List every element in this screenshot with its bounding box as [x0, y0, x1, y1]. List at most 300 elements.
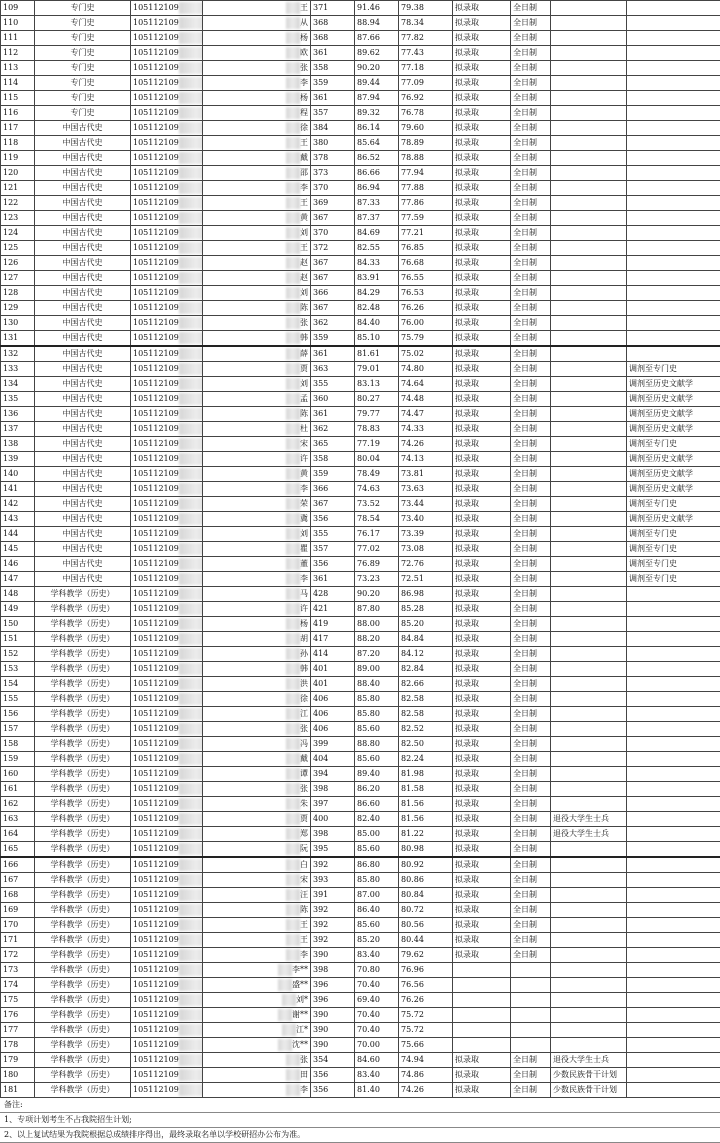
cell-initial-score: 404 [311, 752, 355, 767]
cell-initial-score: 392 [311, 918, 355, 933]
redaction-blur [286, 227, 300, 239]
cell-total-score: 82.58 [399, 707, 453, 722]
cell-initial-score: 397 [311, 797, 355, 812]
cell-status: 拟录取 [453, 857, 511, 873]
redaction-blur [179, 348, 203, 360]
cell-major: 中国古代史 [35, 452, 131, 467]
cell-major: 中国古代史 [35, 151, 131, 166]
redaction-blur [179, 753, 203, 765]
table-row [1, 301, 720, 316]
cell-initial-score: 428 [311, 587, 355, 602]
redaction-blur [286, 934, 300, 946]
cell-status: 拟录取 [453, 226, 511, 241]
cell-study-type: 全日制 [511, 903, 551, 918]
cell-exam-id [131, 286, 203, 301]
cell-note-plan [551, 316, 627, 331]
redaction-blur [286, 167, 300, 179]
cell-retest-score: 77.02 [355, 542, 399, 557]
table-row [1, 31, 720, 46]
cell-no: 177 [1, 1023, 35, 1038]
cell-note-adjust [627, 677, 720, 692]
cell-retest-score: 84.40 [355, 316, 399, 331]
cell-no: 160 [1, 767, 35, 782]
redaction-blur [286, 949, 300, 961]
cell-no: 157 [1, 722, 35, 737]
cell-total-score: 77.09 [399, 76, 453, 91]
cell-status: 拟录取 [453, 121, 511, 136]
cell-note-plan [551, 512, 627, 527]
table-row [1, 647, 720, 662]
cell-initial-score: 356 [311, 1083, 355, 1098]
cell-total-score: 74.33 [399, 422, 453, 437]
cell-total-score: 76.26 [399, 993, 453, 1008]
cell-exam-id [131, 842, 203, 858]
cell-no: 132 [1, 346, 35, 362]
cell-no: 127 [1, 271, 35, 286]
redaction-blur [286, 874, 300, 886]
cell-no: 170 [1, 918, 35, 933]
cell-major: 中国古代史 [35, 362, 131, 377]
cell-note-adjust [627, 632, 720, 647]
exam-id-text: 105112109 [133, 739, 179, 748]
name-text: 李 [300, 574, 308, 583]
table-row [1, 497, 720, 512]
cell-status: 拟录取 [453, 542, 511, 557]
cell-note-adjust [627, 692, 720, 707]
cell-study-type: 全日制 [511, 587, 551, 602]
cell-retest-score: 86.40 [355, 903, 399, 918]
cell-name [203, 316, 311, 331]
cell-status: 拟录取 [453, 91, 511, 106]
cell-exam-id [131, 527, 203, 542]
name-text: 阮 [300, 844, 308, 853]
cell-note-plan [551, 782, 627, 797]
cell-initial-score: 373 [311, 166, 355, 181]
cell-status: 拟录取 [453, 136, 511, 151]
cell-note-adjust [627, 933, 720, 948]
cell-retest-score: 86.14 [355, 121, 399, 136]
cell-study-type: 全日制 [511, 392, 551, 407]
cell-study-type: 全日制 [511, 527, 551, 542]
cell-no: 137 [1, 422, 35, 437]
cell-no: 175 [1, 993, 35, 1008]
name-text: 李 [300, 183, 308, 192]
cell-no: 176 [1, 1008, 35, 1023]
cell-note-plan [551, 677, 627, 692]
cell-status: 拟录取 [453, 271, 511, 286]
exam-id-text: 105112109 [133, 679, 179, 688]
table-row [1, 1008, 720, 1023]
cell-study-type: 全日制 [511, 842, 551, 858]
name-text: 冀 [300, 514, 308, 523]
name-text: 程 [300, 108, 308, 117]
cell-status: 拟录取 [453, 617, 511, 632]
cell-note-adjust [627, 1008, 720, 1023]
cell-note-plan [551, 151, 627, 166]
cell-retest-score: 86.66 [355, 166, 399, 181]
cell-exam-id [131, 767, 203, 782]
cell-status: 拟录取 [453, 752, 511, 767]
redaction-blur [179, 859, 203, 871]
cell-note-adjust [627, 842, 720, 858]
cell-note-adjust [627, 782, 720, 797]
cell-major: 中国古代史 [35, 437, 131, 452]
cell-major: 学科教学（历史） [35, 737, 131, 752]
cell-total-score: 76.26 [399, 301, 453, 316]
cell-total-score: 72.76 [399, 557, 453, 572]
exam-id-text: 105112109 [133, 860, 179, 869]
cell-name [203, 903, 311, 918]
redaction-blur [286, 378, 300, 390]
table-row [1, 707, 720, 722]
cell-retest-score: 85.60 [355, 752, 399, 767]
cell-name [203, 377, 311, 392]
exam-id-text: 105112109 [133, 529, 179, 538]
cell-status: 拟录取 [453, 527, 511, 542]
cell-name [203, 857, 311, 873]
cell-initial-score: 399 [311, 737, 355, 752]
cell-note-adjust [627, 903, 720, 918]
cell-no: 121 [1, 181, 35, 196]
cell-note-adjust: 调剂至历史文献学 [627, 512, 720, 527]
name-text: 宋 [300, 875, 308, 884]
name-text: 盛** [292, 980, 308, 989]
cell-note-adjust [627, 1083, 720, 1098]
table-row [1, 241, 720, 256]
cell-note-plan [551, 767, 627, 782]
cell-note-adjust [627, 993, 720, 1008]
cell-name [203, 617, 311, 632]
redaction-blur [179, 167, 203, 179]
cell-exam-id [131, 572, 203, 587]
cell-name [203, 392, 311, 407]
cell-exam-id [131, 1023, 203, 1038]
cell-status: 拟录取 [453, 1053, 511, 1068]
cell-retest-score: 86.80 [355, 857, 399, 873]
cell-exam-id [131, 301, 203, 316]
cell-initial-score: 398 [311, 963, 355, 978]
cell-major: 中国古代史 [35, 256, 131, 271]
cell-retest-score: 88.94 [355, 16, 399, 31]
notes-line-1: 1、专项计划考生不占我院招生计划; [0, 1113, 720, 1128]
cell-note-plan [551, 978, 627, 993]
cell-major: 学科教学（历史） [35, 587, 131, 602]
table-row [1, 918, 720, 933]
cell-total-score: 80.92 [399, 857, 453, 873]
cell-study-type: 全日制 [511, 407, 551, 422]
name-text: 薛 [300, 349, 308, 358]
cell-study-type: 全日制 [511, 346, 551, 362]
cell-note-adjust [627, 181, 720, 196]
exam-id-text: 105112109 [133, 183, 179, 192]
cell-status: 拟录取 [453, 151, 511, 166]
cell-total-score: 82.52 [399, 722, 453, 737]
cell-major: 中国古代史 [35, 211, 131, 226]
cell-status: 拟录取 [453, 737, 511, 752]
cell-note-adjust [627, 211, 720, 226]
cell-note-plan [551, 707, 627, 722]
exam-id-text: 105112109 [133, 905, 179, 914]
cell-status [453, 1023, 511, 1038]
cell-total-score: 79.60 [399, 121, 453, 136]
cell-study-type: 全日制 [511, 467, 551, 482]
cell-status: 拟录取 [453, 16, 511, 31]
cell-initial-score: 406 [311, 722, 355, 737]
cell-name [203, 888, 311, 903]
cell-exam-id [131, 377, 203, 392]
cell-retest-score: 77.19 [355, 437, 399, 452]
cell-retest-score: 85.64 [355, 136, 399, 151]
cell-retest-score: 88.00 [355, 617, 399, 632]
redaction-blur [179, 107, 203, 119]
cell-initial-score: 368 [311, 16, 355, 31]
redaction-blur [179, 468, 203, 480]
redaction-blur [179, 843, 203, 855]
cell-major: 中国古代史 [35, 316, 131, 331]
cell-study-type: 全日制 [511, 873, 551, 888]
cell-note-adjust [627, 873, 720, 888]
cell-retest-score: 76.17 [355, 527, 399, 542]
cell-retest-score: 84.29 [355, 286, 399, 301]
cell-exam-id [131, 677, 203, 692]
cell-note-plan [551, 226, 627, 241]
name-text: 王 [300, 935, 308, 944]
redaction-blur [179, 528, 203, 540]
exam-id-text: 105112109 [133, 769, 179, 778]
redaction-blur [286, 1084, 300, 1096]
redaction-blur [179, 874, 203, 886]
redaction-blur [286, 603, 300, 615]
cell-no: 154 [1, 677, 35, 692]
exam-id-text: 105112109 [133, 574, 179, 583]
redaction-blur [179, 212, 203, 224]
redaction-blur [282, 994, 296, 1006]
cell-status: 拟录取 [453, 1083, 511, 1098]
cell-exam-id [131, 632, 203, 647]
table-row [1, 136, 720, 151]
cell-no: 126 [1, 256, 35, 271]
cell-retest-score: 81.40 [355, 1083, 399, 1098]
cell-status: 拟录取 [453, 587, 511, 602]
cell-status [453, 963, 511, 978]
table-row [1, 963, 720, 978]
cell-retest-score: 85.80 [355, 707, 399, 722]
cell-total-score: 80.98 [399, 842, 453, 858]
cell-study-type: 全日制 [511, 888, 551, 903]
cell-study-type: 全日制 [511, 707, 551, 722]
cell-total-score: 73.08 [399, 542, 453, 557]
cell-major: 学科教学（历史） [35, 812, 131, 827]
cell-no: 166 [1, 857, 35, 873]
redaction-blur [286, 423, 300, 435]
table-row [1, 1, 720, 16]
redaction-blur [286, 468, 300, 480]
cell-total-score: 74.13 [399, 452, 453, 467]
name-text: 陈 [300, 905, 308, 914]
cell-exam-id [131, 467, 203, 482]
cell-note-adjust [627, 737, 720, 752]
cell-total-score: 76.78 [399, 106, 453, 121]
cell-study-type: 全日制 [511, 948, 551, 963]
cell-name [203, 737, 311, 752]
exam-id-text: 105112109 [133, 499, 179, 508]
cell-initial-score: 360 [311, 392, 355, 407]
cell-note-adjust [627, 602, 720, 617]
cell-exam-id [131, 196, 203, 211]
cell-no: 143 [1, 512, 35, 527]
cell-no: 159 [1, 752, 35, 767]
cell-exam-id [131, 903, 203, 918]
cell-note-adjust [627, 707, 720, 722]
cell-major: 中国古代史 [35, 331, 131, 347]
redaction-blur [286, 889, 300, 901]
cell-note-adjust [627, 662, 720, 677]
exam-id-text: 105112109 [133, 258, 179, 267]
cell-study-type: 全日制 [511, 61, 551, 76]
exam-id-text: 105112109 [133, 664, 179, 673]
cell-note-plan [551, 61, 627, 76]
cell-initial-score: 355 [311, 377, 355, 392]
cell-initial-score: 356 [311, 557, 355, 572]
redaction-blur [179, 904, 203, 916]
cell-total-score: 74.86 [399, 1068, 453, 1083]
cell-name [203, 346, 311, 362]
cell-note-plan [551, 286, 627, 301]
name-text: 从 [300, 18, 308, 27]
table-row [1, 76, 720, 91]
cell-name [203, 362, 311, 377]
cell-name [203, 211, 311, 226]
cell-exam-id [131, 1083, 203, 1098]
cell-name [203, 948, 311, 963]
cell-study-type: 全日制 [511, 677, 551, 692]
name-text: 徐 [300, 123, 308, 132]
cell-study-type [511, 1023, 551, 1038]
name-text: 刘 [300, 288, 308, 297]
table-row [1, 722, 720, 737]
cell-status: 拟录取 [453, 662, 511, 677]
cell-no: 152 [1, 647, 35, 662]
cell-exam-id [131, 1068, 203, 1083]
cell-exam-id [131, 1008, 203, 1023]
redaction-blur [286, 693, 300, 705]
cell-name [203, 136, 311, 151]
cell-exam-id [131, 61, 203, 76]
table-row [1, 692, 720, 707]
table-row [1, 316, 720, 331]
exam-id-text: 105112109 [133, 469, 179, 478]
cell-study-type: 全日制 [511, 46, 551, 61]
redaction-blur [179, 558, 203, 570]
cell-name [203, 61, 311, 76]
table-row [1, 677, 720, 692]
cell-note-plan [551, 948, 627, 963]
cell-study-type: 全日制 [511, 662, 551, 677]
cell-retest-score: 90.20 [355, 61, 399, 76]
name-text: 汪 [300, 890, 308, 899]
cell-total-score: 77.82 [399, 31, 453, 46]
cell-retest-score: 85.80 [355, 692, 399, 707]
cell-name [203, 331, 311, 347]
cell-major: 学科教学（历史） [35, 933, 131, 948]
notes-line-2: 2、以上复试结果为我院根据总成绩排序得出，最终录取名单以学校研招办公布为准。 [0, 1128, 720, 1143]
cell-name [203, 1038, 311, 1053]
cell-no: 117 [1, 121, 35, 136]
cell-study-type [511, 978, 551, 993]
cell-name [203, 407, 311, 422]
table-row [1, 346, 720, 362]
cell-total-score: 75.72 [399, 1008, 453, 1023]
cell-name [203, 121, 311, 136]
cell-retest-score: 87.94 [355, 91, 399, 106]
cell-note-plan [551, 888, 627, 903]
cell-note-adjust: 调剂至历史文献学 [627, 392, 720, 407]
table-row [1, 557, 720, 572]
cell-total-score: 74.80 [399, 362, 453, 377]
cell-name [203, 797, 311, 812]
exam-id-text: 105112109 [133, 33, 179, 42]
cell-study-type: 全日制 [511, 827, 551, 842]
cell-initial-score: 367 [311, 271, 355, 286]
table-row [1, 857, 720, 873]
cell-note-adjust: 调剂至历史文献学 [627, 452, 720, 467]
cell-study-type: 全日制 [511, 241, 551, 256]
cell-note-adjust [627, 1, 720, 16]
cell-total-score: 77.43 [399, 46, 453, 61]
name-text: 赵 [300, 258, 308, 267]
cell-exam-id [131, 542, 203, 557]
redaction-blur [179, 573, 203, 585]
cell-no: 151 [1, 632, 35, 647]
cell-retest-score: 78.49 [355, 467, 399, 482]
cell-total-score: 82.50 [399, 737, 453, 752]
cell-major: 学科教学（历史） [35, 1053, 131, 1068]
redaction-blur [286, 813, 300, 825]
cell-no: 134 [1, 377, 35, 392]
name-text: 李 [300, 78, 308, 87]
name-text: 张 [300, 318, 308, 327]
cell-note-adjust [627, 76, 720, 91]
cell-major: 学科教学（历史） [35, 677, 131, 692]
cell-exam-id [131, 557, 203, 572]
cell-initial-score: 392 [311, 857, 355, 873]
table-row [1, 827, 720, 842]
cell-exam-id [131, 918, 203, 933]
cell-exam-id [131, 346, 203, 362]
notes-section [0, 1098, 720, 1143]
cell-note-plan [551, 301, 627, 316]
cell-initial-score: 361 [311, 46, 355, 61]
cell-note-plan [551, 392, 627, 407]
redaction-blur [286, 272, 300, 284]
name-text: 许 [300, 454, 308, 463]
cell-no: 165 [1, 842, 35, 858]
name-text: 李** [292, 965, 308, 974]
cell-major: 学科教学（历史） [35, 722, 131, 737]
redaction-blur [286, 62, 300, 74]
cell-no: 123 [1, 211, 35, 226]
cell-retest-score: 86.20 [355, 782, 399, 797]
cell-total-score: 81.22 [399, 827, 453, 842]
exam-id-text: 105112109 [133, 18, 179, 27]
cell-status: 拟录取 [453, 707, 511, 722]
cell-no: 120 [1, 166, 35, 181]
redaction-blur [179, 438, 203, 450]
cell-note-plan: 退役大学生士兵 [551, 1053, 627, 1068]
cell-study-type: 全日制 [511, 1, 551, 16]
cell-retest-score: 87.37 [355, 211, 399, 226]
cell-study-type: 全日制 [511, 437, 551, 452]
